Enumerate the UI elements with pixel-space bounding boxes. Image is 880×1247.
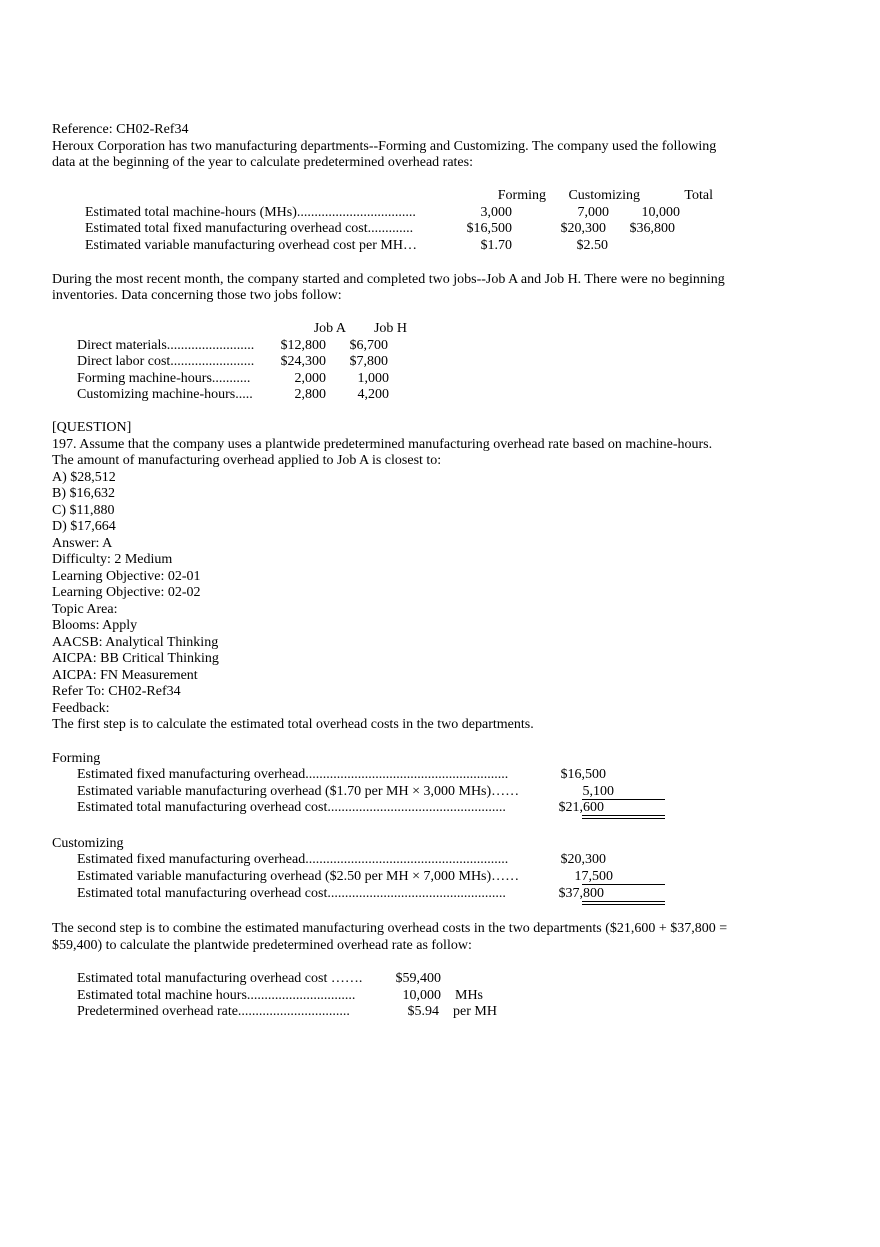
total-double-rule	[582, 815, 665, 819]
table1-row-label: Estimated total fixed manufacturing overhead cost.............	[85, 221, 414, 236]
learning-objective-line: Learning Objective: 02-02	[52, 585, 201, 600]
forming-row-value: $16,500	[560, 767, 606, 782]
table2-cell: 1,000	[357, 371, 389, 386]
col-header-total: Total	[684, 188, 713, 203]
col-header-forming: Forming	[497, 188, 546, 203]
answer-line: Answer: A	[52, 536, 113, 551]
customizing-row-label: Estimated variable manufacturing overhead ($2.50 per MH × 7,000 MHs)……	[77, 869, 520, 884]
option-d: D) $17,664	[52, 519, 116, 534]
forming-title: Forming	[52, 751, 101, 766]
forming-row-label: Estimated variable manufacturing overhead ($1.70 per MH × 3,000 MHs)……	[77, 784, 520, 799]
col-header-job-h: Job H	[373, 321, 407, 336]
question-tag: [QUESTION]	[52, 420, 132, 435]
second-step-line-1: The second step is to combine the estimated manufacturing overhead costs in the two departments ($21,600 + $37,800 =	[52, 921, 728, 936]
customizing-row-value: $37,800	[558, 886, 604, 901]
aicpa-line: AICPA: FN Measurement	[52, 668, 198, 683]
table1-cell: $16,500	[466, 221, 512, 236]
rate-row-label: Predetermined overhead rate................................	[77, 1004, 350, 1019]
difficulty-line: Difficulty: 2 Medium	[52, 552, 173, 567]
rate-row-label: Estimated total machine hours...............................	[77, 988, 356, 1003]
intro-line-1: Heroux Corporation has two manufacturing departments--Forming and Customizing. The company used the following	[52, 139, 717, 154]
subtotal-rule	[582, 884, 665, 885]
option-b: B) $16,632	[52, 486, 115, 501]
table1-cell: $36,800	[629, 221, 675, 236]
table1-row-label: Estimated variable manufacturing overhead cost per MH…	[85, 238, 417, 253]
table2-cell: $6,700	[349, 338, 388, 353]
table1-cell: 3,000	[480, 205, 512, 220]
feedback-label: Feedback:	[52, 701, 110, 716]
total-double-rule	[582, 901, 665, 905]
table1-row-label: Estimated total machine-hours (MHs)..................................	[85, 205, 416, 220]
table1-cell: 10,000	[641, 205, 680, 220]
customizing-title: Customizing	[52, 836, 124, 851]
forming-row-value: $21,600	[558, 800, 604, 815]
blooms-line: Blooms: Apply	[52, 618, 138, 633]
table2-cell: 2,800	[294, 387, 326, 402]
col-header-customizing: Customizing	[568, 188, 640, 203]
refer-to-line: Refer To: CH02-Ref34	[52, 684, 181, 699]
rate-row-unit: per MH	[453, 1004, 497, 1019]
second-step-line-2: $59,400) to calculate the plantwide predetermined overhead rate as follow:	[52, 938, 472, 953]
customizing-row-label: Estimated fixed manufacturing overhead..........................................................	[77, 852, 509, 867]
option-a: A) $28,512	[52, 470, 116, 485]
table2-cell: $7,800	[349, 354, 388, 369]
table2-cell: 2,000	[294, 371, 326, 386]
table2-row-label: Customizing machine-hours.....	[77, 387, 253, 402]
intro-line-2: data at the beginning of the year to calculate predetermined overhead rates:	[52, 155, 473, 170]
para2-line-2: inventories. Data concerning those two jobs follow:	[52, 288, 342, 303]
customizing-row-value: 17,500	[574, 869, 613, 884]
table2-row-label: Direct labor cost........................	[77, 354, 255, 369]
aacsb-line: AACSB: Analytical Thinking	[52, 635, 219, 650]
table1-cell: $20,300	[560, 221, 606, 236]
rate-row-label: Estimated total manufacturing overhead cost …….	[77, 971, 363, 986]
forming-row-value: 5,100	[582, 784, 614, 799]
table2-row-label: Forming machine-hours...........	[77, 371, 251, 386]
feedback-intro: The first step is to calculate the estimated total overhead costs in the two departments.	[52, 717, 534, 732]
reference-line: Reference: CH02-Ref34	[52, 122, 189, 137]
table1-cell: $2.50	[576, 238, 608, 253]
customizing-row-label: Estimated total manufacturing overhead cost...................................................	[77, 886, 506, 901]
rate-row-value: $5.94	[407, 1004, 439, 1019]
forming-row-label: Estimated total manufacturing overhead cost...................................................	[77, 800, 506, 815]
rate-row-value: 10,000	[402, 988, 441, 1003]
option-c: C) $11,880	[52, 503, 115, 518]
table1-cell: $1.70	[480, 238, 512, 253]
learning-objective-line: Learning Objective: 02-01	[52, 569, 201, 584]
table1-cell: 7,000	[577, 205, 609, 220]
forming-row-label: Estimated fixed manufacturing overhead..........................................................	[77, 767, 509, 782]
rate-row-unit: MHs	[455, 988, 484, 1003]
col-header-job-a: Job A	[313, 321, 346, 336]
para2-line-1: During the most recent month, the company started and completed two jobs--Job A and Job H. There were no beginning	[52, 272, 725, 287]
table2-cell: 4,200	[357, 387, 389, 402]
topic-area-line: Topic Area:	[52, 602, 118, 617]
table2-cell: $12,800	[280, 338, 326, 353]
table2-row-label: Direct materials.........................	[77, 338, 255, 353]
question-text-line-1: 197. Assume that the company uses a plantwide predetermined manufacturing overhead rate based on machine-hours.	[52, 437, 713, 452]
question-text-line-2: The amount of manufacturing overhead applied to Job A is closest to:	[52, 453, 442, 468]
table2-cell: $24,300	[280, 354, 326, 369]
customizing-row-value: $20,300	[560, 852, 606, 867]
rate-row-value: $59,400	[395, 971, 441, 986]
aicpa-line: AICPA: BB Critical Thinking	[52, 651, 219, 666]
